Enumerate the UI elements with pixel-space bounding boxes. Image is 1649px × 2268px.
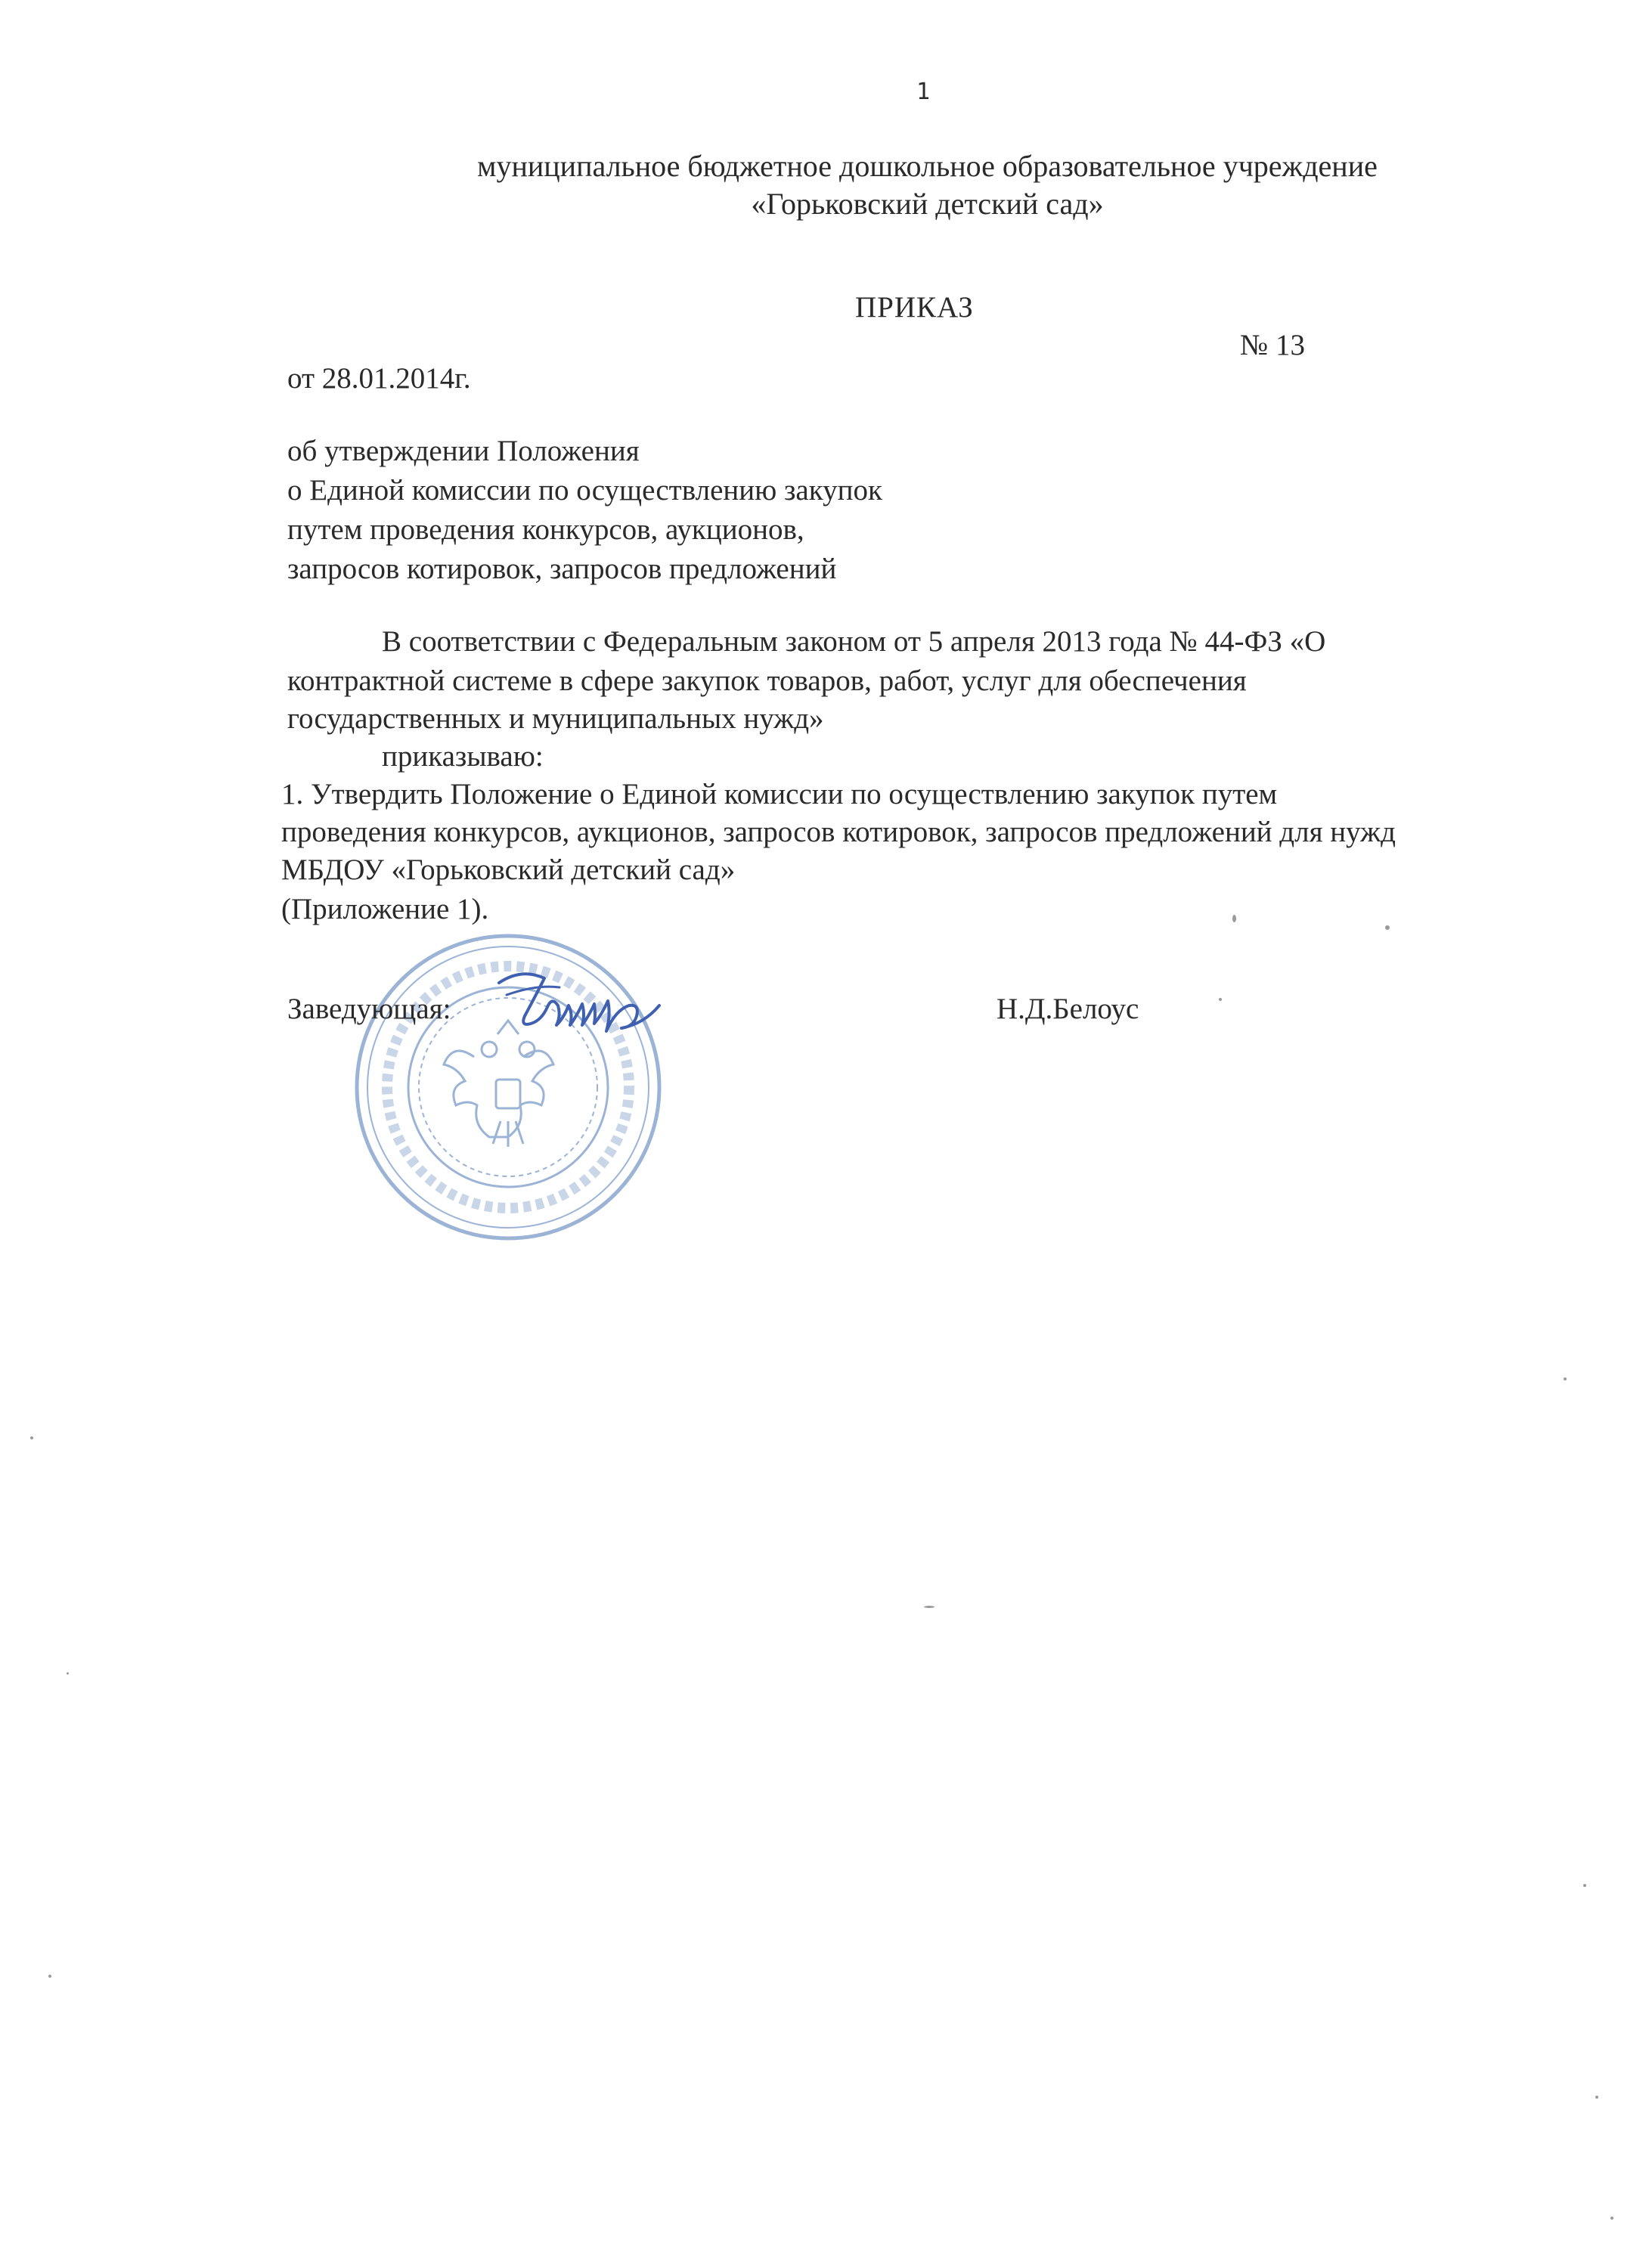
scan-speck (1595, 2096, 1598, 2099)
scan-speck (1385, 925, 1390, 930)
scan-speck (1564, 1377, 1567, 1380)
order-date: от 28.01.2014г. (287, 362, 471, 395)
subject-line-3: путем проведения конкурсов, аукционов, (287, 513, 804, 546)
page-number: 1 (916, 79, 931, 105)
scan-speck (1219, 998, 1222, 1001)
order-number: № 13 (1240, 329, 1305, 361)
document-title: ПРИКАЗ (855, 291, 974, 324)
order-word: приказываю: (382, 740, 544, 773)
item-line-3: МБДОУ «Горьковский детский сад» (281, 854, 736, 886)
scan-speck (67, 1672, 69, 1675)
institution-line-2: «Горьковский детский сад» (751, 187, 1104, 221)
subject-line-1: об утверждении Положения (287, 435, 640, 467)
scan-speck (1610, 2217, 1613, 2220)
item-line-4: (Приложение 1). (281, 893, 489, 925)
scan-speck (1232, 915, 1236, 922)
subject-line-4: запросов котировок, запросов предложений (287, 553, 837, 585)
institution-line-1: муниципальное бюджетное дошкольное образовательное учреждение (477, 149, 1378, 183)
preamble-line-2: контрактной системе в сфере закупок товаров, работ, услуг для обеспечения (287, 665, 1247, 697)
handwritten-signature (484, 960, 703, 1043)
scan-speck (48, 1975, 51, 1978)
subject-line-2: о Единой комиссии по осуществлению закупок (287, 474, 882, 507)
item-line-1: 1. Утвердить Положение о Единой комиссии по осуществлению закупок путем (281, 778, 1278, 810)
item-line-2: проведения конкурсов, аукционов, запросов котировок, запросов предложений для нужд (281, 816, 1396, 848)
preamble-line-1: В соответствии с Федеральным законом от 5 апреля 2013 года № 44-ФЗ «О (382, 625, 1326, 658)
scan-speck (30, 1436, 33, 1439)
signatory-name: Н.Д.Белоус (997, 993, 1139, 1025)
signatory-position: Заведующая: (287, 993, 451, 1025)
scan-speck (924, 1606, 935, 1608)
scan-speck (1583, 1884, 1586, 1887)
preamble-line-3: государственных и муниципальных нужд» (287, 702, 824, 735)
